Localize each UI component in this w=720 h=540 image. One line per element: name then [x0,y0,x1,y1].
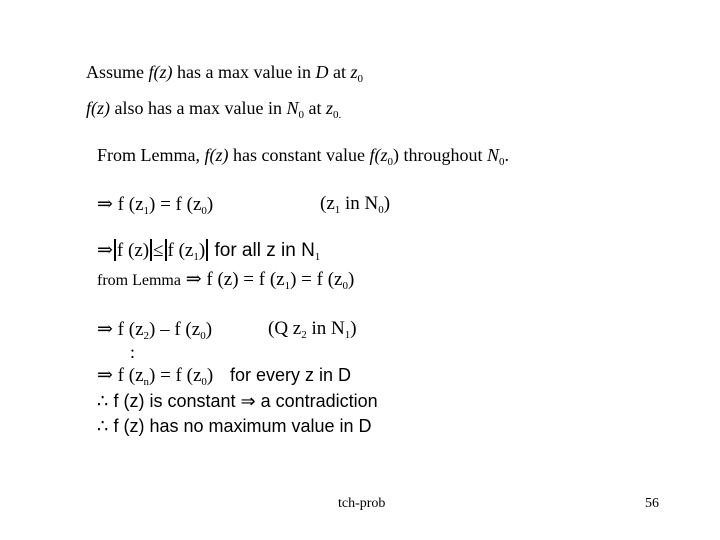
math: ≤ [153,240,164,261]
sub: 1 [334,204,341,216]
math-row-3 [97,268,354,291]
math: ) = f (z [149,365,202,386]
abs-bar-icon [150,239,152,261]
sub: 2 [301,329,307,341]
z: z [350,62,358,82]
statement-line-1 [86,62,363,83]
math-row-5-condition: for every z in D [230,365,352,385]
math: ⇒ f (z) = f (z [185,269,285,290]
math-row-4 [97,318,212,341]
lemma-label: from Lemma [97,272,181,289]
text: also has a max value in [110,98,287,118]
D: D [315,62,329,82]
sub: 0 [201,205,207,217]
math: ) [206,194,214,215]
text: has a max value in [172,62,316,82]
math: for all z in N [209,240,315,261]
math: ⇒ f (z [97,194,144,215]
math-row-6: ∴ f (z) is constant ⇒ a contradiction [97,391,378,411]
math: ) [348,269,355,290]
sub: 1 [344,329,351,341]
sub: 0 [357,73,363,85]
page-number: 56 [645,496,659,511]
math: ⇒ f (z [97,365,144,386]
math-row-4-condition [268,318,357,340]
vertical-dots: : [130,342,136,362]
sub: 0 [387,156,393,168]
sub: 0 [342,280,348,292]
math: in N [306,318,345,339]
N: N [286,98,299,118]
math: ) – f (z [149,319,201,340]
math: ⇒ f (z [97,319,144,340]
footer-label: tch-prob [338,496,386,511]
sub: 1 [314,251,321,263]
math: ) [350,318,357,339]
math: f (z) [116,240,150,261]
N: N [486,145,499,165]
text: From Lemma, [97,145,205,165]
sub: 0 [378,204,384,216]
sub: 0 [298,109,304,121]
fz0: f(z [369,145,388,165]
sub: 2 [143,330,150,342]
math: ) [198,240,206,261]
text: Assume [86,62,149,82]
text: . [504,145,509,165]
math: ) [205,319,213,340]
text: ) [392,145,399,165]
statement-line-2 [86,98,341,119]
math: ) = f (z [290,269,343,290]
fz: f(z) [204,145,229,165]
math: ) [383,193,391,214]
math: ) = f (z [149,194,202,215]
text: at [328,62,351,82]
z: z [325,98,333,118]
sub: n [143,376,150,388]
sub: 1 [284,280,291,292]
math-row-2 [97,239,320,262]
sub: 1 [193,251,199,263]
math-row-1 [97,193,213,216]
sub: 1 [143,205,150,217]
math: f (z [167,240,194,261]
abs-bar-icon [165,239,167,261]
math-row-1-condition [320,193,390,215]
sub: 0 [498,156,505,168]
sub: 0. [332,109,342,121]
text: throughout [398,145,487,165]
sub: 0 [200,330,206,342]
math-row-7: ∴ f (z) has no maximum value in D [97,416,372,436]
math: ) [206,365,214,386]
abs-bar-icon [206,239,208,261]
fz: f(z) [86,98,110,118]
math: ⇒ [97,240,113,261]
math-row-5 [97,364,213,387]
fz: f(z) [148,62,173,82]
abs-bar-icon [114,239,116,261]
math: (Q z [268,318,302,339]
text: has constant value [228,145,370,165]
sub: 0 [201,376,207,388]
statement-line-3 [97,145,509,166]
math: (z [320,193,335,214]
text: at [303,98,326,118]
math: in N [340,193,379,214]
